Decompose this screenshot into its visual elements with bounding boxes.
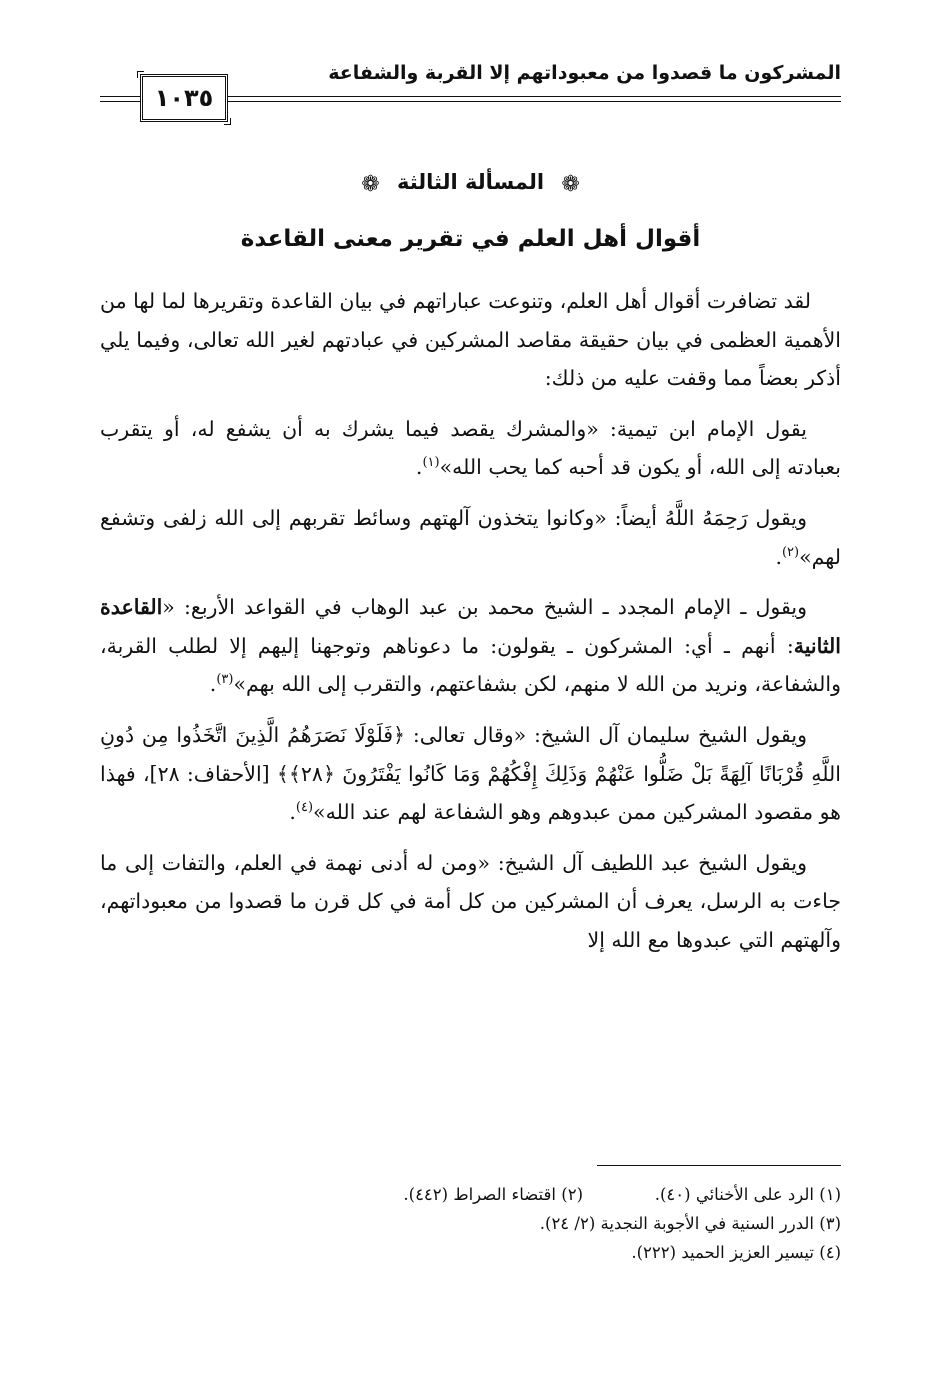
footnote: (١) الرد على الأخنائي (٤٠).: [654, 1185, 841, 1204]
footnote-divider: [597, 1165, 841, 1166]
paragraph: ويقول الشيخ سليمان آل الشيخ: «وقال تعالى: ﴿فَلَوْلَا نَصَرَهُمُ الَّذِينَ اتَّخَذُوا مِن دُونِ اللَّهِ قُرْبَانًا آلِهَةً بَلْ ضَلُّوا عَنْهُمْ وَذَلِكَ إِفْكُهُمْ وَمَا كَانُوا يَفْتَرُونَ ﴿٢٨﴾﴾ [الأحقاف: ٢٨]، فهذا هو مقصود المشركين ممن عبدوهم وهو الشفاعة لهم عند الله»$^{(٤)}$.: [100, 722, 841, 825]
footnote-ref[interactable]: (٢): [781, 544, 800, 560]
footnotes: [100, 1180, 841, 1267]
footnote: (٢) اقتضاء الصراط (٤٤٢).: [403, 1185, 583, 1204]
section-title: [100, 170, 841, 197]
paragraph-text: ويقول ـ الإمام المجدد ـ الشيخ محمد بن عبد الوهاب في القواعد الأربع: «: [162, 595, 807, 620]
footnote-ref[interactable]: (٣): [216, 672, 234, 688]
footnote-ref[interactable]: (١): [422, 455, 440, 471]
paragraph: ويقول ـ الإمام المجدد ـ الشيخ محمد بن عبد الوهاب في القواعد الأربع: «القاعدة الثانية: أنهم ـ أي: المشركون ـ يقولون: ما دعوناهم وتوجهنا إليهم إلا لطلب القربة، والشفاعة، ونريد من الله لا منهم، لكن بشفاعتهم، والتقرب إلى الله بهم»$^{(٣)}$.: [100, 595, 841, 697]
footnote-row: [100, 1238, 841, 1267]
body-text: [100, 282, 841, 972]
footnote-row: [100, 1180, 841, 1209]
footnote-ref[interactable]: (٤): [295, 800, 314, 816]
paragraph: [100, 844, 841, 960]
footnote: (٤) تيسير العزيز الحميد (٢٢٢).: [631, 1243, 841, 1262]
running-header-title: المشركون ما قصدوا من معبوداتهم إلا القربة والشفاعة: [328, 62, 841, 84]
paragraph-text: يقول الإمام ابن تيمية: «والمشرك يقصد فيما يشرك به أن يشفع له، أو يتقرب بعبادته إلى الله، أو يكون قد أحبه كما يحب الله»: [100, 416, 841, 480]
bold-term: القاعدة الثانية: [100, 595, 841, 658]
paragraph-text: : أنهم ـ أي: المشركون ـ يقولون: ما دعوناهم وتوجهنا إليهم إلا لطلب القربة، والشفاعة، ونريد من الله لا منهم، لكن بشفاعتهم، والتقرب إلى الله بهم»: [100, 633, 841, 697]
flower-ornament-icon: ❁: [561, 172, 580, 197]
paragraph-text: ويقول الشيخ سليمان آل الشيخ: «وقال تعالى: ﴿فَلَوْلَا نَصَرَهُمُ الَّذِينَ اتَّخَذُوا مِن دُونِ اللَّهِ قُرْبَانًا آلِهَةً بَلْ ضَلُّوا عَنْهُمْ وَذَلِكَ إِفْكُهُمْ وَمَا كَانُوا يَفْتَرُونَ ﴿٢٨﴾﴾ [الأحقاف: ٢٨]، فهذا هو مقصود المشركين ممن عبدوهم وهو الشفاعة لهم عند الله»: [100, 722, 841, 825]
flower-ornament-icon: ❁: [361, 172, 380, 197]
paragraph: ويقول رَحِمَهُ اللَّهُ أيضاً: «وكانوا يتخذون آلهتهم وسائط تقربهم إلى الله زلفى وتشفع لهم»$^{(٢)}$.: [100, 505, 841, 569]
paragraph: يقول الإمام ابن تيمية: «والمشرك يقصد فيما يشرك به أن يشفع له، أو يتقرب بعبادته إلى الله، أو يكون قد أحبه كما يحب الله»$^{(١)}$.: [100, 416, 841, 480]
paragraph-text: لقد تضافرت أقوال أهل العلم، وتنوعت عباراتهم في بيان القاعدة وتقريرها لما لها من الأهمية العظمى في بيان حقيقة مقاصد المشركين في عبادتهم لغير الله تعالى، وفيما يلي أذكر بعضاً مما وقفت عليه من ذلك:: [100, 289, 841, 391]
footnote: (٣) الدرر السنية في الأجوبة النجدية (٢/ ٢٤).: [539, 1214, 841, 1233]
footnote-row: [100, 1209, 841, 1238]
page-number: ١٠٣٥: [140, 74, 228, 122]
paragraph-text: ويقول رَحِمَهُ اللَّهُ أيضاً: «وكانوا يتخذون آلهتهم وسائط تقربهم إلى الله زلفى وتشفع لهم»: [100, 505, 841, 569]
section-title-text: المسألة الثالثة: [396, 170, 545, 194]
chapter-title: أقوال أهل العلم في تقرير معنى القاعدة: [240, 226, 701, 252]
paragraph-text: ويقول الشيخ عبد اللطيف آل الشيخ: «ومن له أدنى نهمة في العلم، والتفات إلى ما جاءت به الرسل، يعرف أن المشركين من كل أمة في كل قرن ما قصدوا من معبوداتهم، وآلهتهم التي عبدوها مع الله إلا: [100, 850, 841, 952]
paragraph: [100, 282, 841, 398]
